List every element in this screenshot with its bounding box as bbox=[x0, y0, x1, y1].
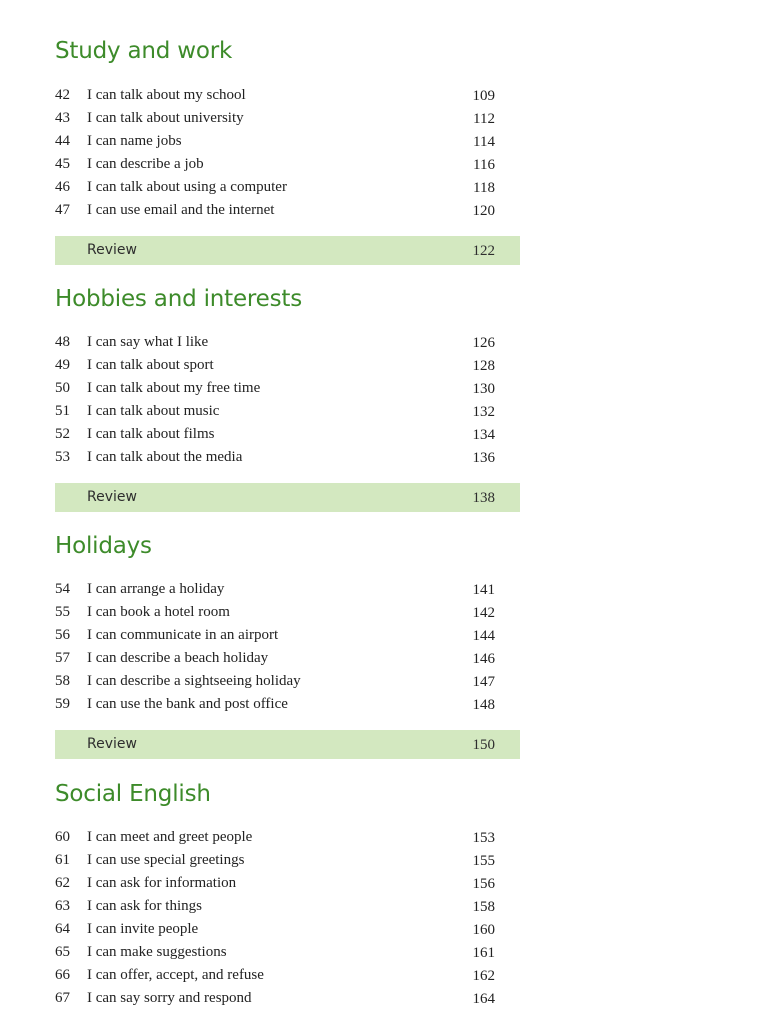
unit-number: 53 bbox=[55, 449, 70, 465]
unit-number: 57 bbox=[55, 650, 70, 666]
review-bar-hobbies-and-interests[interactable] bbox=[55, 483, 520, 512]
unit-number: 64 bbox=[55, 921, 70, 937]
page-number: 112 bbox=[473, 111, 495, 127]
unit-number: 66 bbox=[55, 967, 70, 983]
unit-title: I can talk about films bbox=[87, 426, 215, 442]
page-number: 158 bbox=[472, 899, 495, 915]
unit-number: 45 bbox=[55, 156, 70, 172]
page-number: 118 bbox=[473, 180, 495, 196]
unit-number: 50 bbox=[55, 380, 70, 396]
page-number: 155 bbox=[472, 853, 495, 869]
unit-title: I can book a hotel room bbox=[87, 604, 230, 620]
list-item[interactable] bbox=[55, 130, 495, 153]
unit-title: I can use special greetings bbox=[87, 852, 245, 868]
unit-number: 52 bbox=[55, 426, 70, 442]
unit-title: I can make suggestions bbox=[87, 944, 227, 960]
page-number: 109 bbox=[472, 88, 495, 104]
unit-number: 58 bbox=[55, 673, 70, 689]
list-item[interactable] bbox=[55, 964, 495, 987]
list-item[interactable] bbox=[55, 918, 495, 941]
list-item[interactable] bbox=[55, 354, 495, 377]
page-number: 120 bbox=[472, 203, 495, 219]
unit-title: I can talk about music bbox=[87, 403, 220, 419]
page-number: 130 bbox=[472, 381, 495, 397]
unit-title: I can ask for information bbox=[87, 875, 237, 891]
page-number: 162 bbox=[472, 968, 495, 984]
section-title-holidays: Holidays bbox=[55, 533, 152, 559]
unit-title: I can describe a job bbox=[87, 156, 204, 172]
unit-title: I can talk about my school bbox=[87, 87, 246, 103]
list-item[interactable] bbox=[55, 107, 495, 130]
unit-number: 43 bbox=[55, 110, 70, 126]
unit-number: 67 bbox=[55, 990, 70, 1006]
section-title-hobbies-and-interests: Hobbies and interests bbox=[55, 286, 303, 312]
unit-title: I can talk about university bbox=[87, 110, 244, 126]
unit-title: I can talk about sport bbox=[87, 357, 214, 373]
unit-number: 54 bbox=[55, 581, 70, 597]
list-item[interactable] bbox=[55, 331, 495, 354]
page-number: 161 bbox=[472, 945, 495, 961]
unit-number: 60 bbox=[55, 829, 70, 845]
list-item[interactable] bbox=[55, 987, 495, 1010]
section-title-social-english: Social English bbox=[55, 781, 211, 807]
unit-number: 59 bbox=[55, 696, 70, 712]
list-item[interactable] bbox=[55, 670, 495, 693]
unit-title: I can say sorry and respond bbox=[87, 990, 252, 1006]
page-number: 156 bbox=[472, 876, 495, 892]
list-item[interactable] bbox=[55, 446, 495, 469]
unit-title: I can talk about using a computer bbox=[87, 179, 287, 195]
page-number: 138 bbox=[472, 490, 495, 506]
entry-list-hobbies-and-interests bbox=[55, 331, 495, 469]
page-number: 128 bbox=[472, 358, 495, 374]
page-number: 147 bbox=[472, 674, 495, 690]
unit-number: 61 bbox=[55, 852, 70, 868]
list-item[interactable] bbox=[55, 199, 495, 222]
entry-list-social-english bbox=[55, 826, 495, 1010]
unit-title: I can talk about the media bbox=[87, 449, 243, 465]
unit-title: I can talk about my free time bbox=[87, 380, 261, 396]
unit-title: I can communicate in an airport bbox=[87, 627, 279, 643]
list-item[interactable] bbox=[55, 647, 495, 670]
unit-title: I can meet and greet people bbox=[87, 829, 253, 845]
unit-title: I can say what I like bbox=[87, 334, 209, 350]
page-number: 144 bbox=[472, 628, 495, 644]
unit-number: 47 bbox=[55, 202, 70, 218]
review-bar-study-and-work[interactable] bbox=[55, 236, 520, 265]
review-label: Review bbox=[87, 489, 137, 505]
list-item[interactable] bbox=[55, 400, 495, 423]
unit-number: 63 bbox=[55, 898, 70, 914]
unit-title: I can invite people bbox=[87, 921, 199, 937]
page-number: 150 bbox=[472, 737, 495, 753]
page-number: 116 bbox=[473, 157, 495, 173]
list-item[interactable] bbox=[55, 826, 495, 849]
list-item[interactable] bbox=[55, 176, 495, 199]
list-item[interactable] bbox=[55, 84, 495, 107]
unit-title: I can arrange a holiday bbox=[87, 581, 225, 597]
unit-number: 65 bbox=[55, 944, 70, 960]
page-number: 153 bbox=[472, 830, 495, 846]
list-item[interactable] bbox=[55, 423, 495, 446]
entry-list-holidays bbox=[55, 578, 495, 716]
unit-title: I can use the bank and post office bbox=[87, 696, 288, 712]
list-item[interactable] bbox=[55, 941, 495, 964]
page-number: 136 bbox=[472, 450, 495, 466]
page-number: 132 bbox=[472, 404, 495, 420]
unit-title: I can use email and the internet bbox=[87, 202, 275, 218]
list-item[interactable] bbox=[55, 872, 495, 895]
page-number: 122 bbox=[472, 243, 495, 259]
unit-number: 46 bbox=[55, 179, 70, 195]
list-item[interactable] bbox=[55, 578, 495, 601]
page-number: 164 bbox=[472, 991, 495, 1007]
list-item[interactable] bbox=[55, 895, 495, 918]
unit-number: 62 bbox=[55, 875, 70, 891]
section-title-study-and-work: Study and work bbox=[55, 38, 233, 64]
unit-title: I can describe a beach holiday bbox=[87, 650, 269, 666]
unit-title: I can describe a sightseeing holiday bbox=[87, 673, 301, 689]
unit-number: 48 bbox=[55, 334, 70, 350]
page-number: 160 bbox=[472, 922, 495, 938]
unit-title: I can ask for things bbox=[87, 898, 202, 914]
page-number: 114 bbox=[473, 134, 495, 150]
unit-number: 44 bbox=[55, 133, 70, 149]
unit-number: 56 bbox=[55, 627, 70, 643]
list-item[interactable] bbox=[55, 377, 495, 400]
entry-list-study-and-work bbox=[55, 84, 495, 222]
review-label: Review bbox=[87, 242, 137, 258]
review-bar-holidays[interactable] bbox=[55, 730, 520, 759]
page-number: 148 bbox=[472, 697, 495, 713]
unit-number: 55 bbox=[55, 604, 70, 620]
unit-title: I can name jobs bbox=[87, 133, 182, 149]
list-item[interactable] bbox=[55, 601, 495, 624]
list-item[interactable] bbox=[55, 849, 495, 872]
page-number: 141 bbox=[472, 582, 495, 598]
page-number: 134 bbox=[472, 427, 495, 443]
unit-number: 49 bbox=[55, 357, 70, 373]
unit-number: 51 bbox=[55, 403, 70, 419]
review-label: Review bbox=[87, 736, 137, 752]
list-item[interactable] bbox=[55, 693, 495, 716]
page-number: 126 bbox=[472, 335, 495, 351]
list-item[interactable] bbox=[55, 153, 495, 176]
page-number: 146 bbox=[472, 651, 495, 667]
list-item[interactable] bbox=[55, 624, 495, 647]
unit-number: 42 bbox=[55, 87, 70, 103]
unit-title: I can offer, accept, and refuse bbox=[87, 967, 264, 983]
page-number: 142 bbox=[472, 605, 495, 621]
